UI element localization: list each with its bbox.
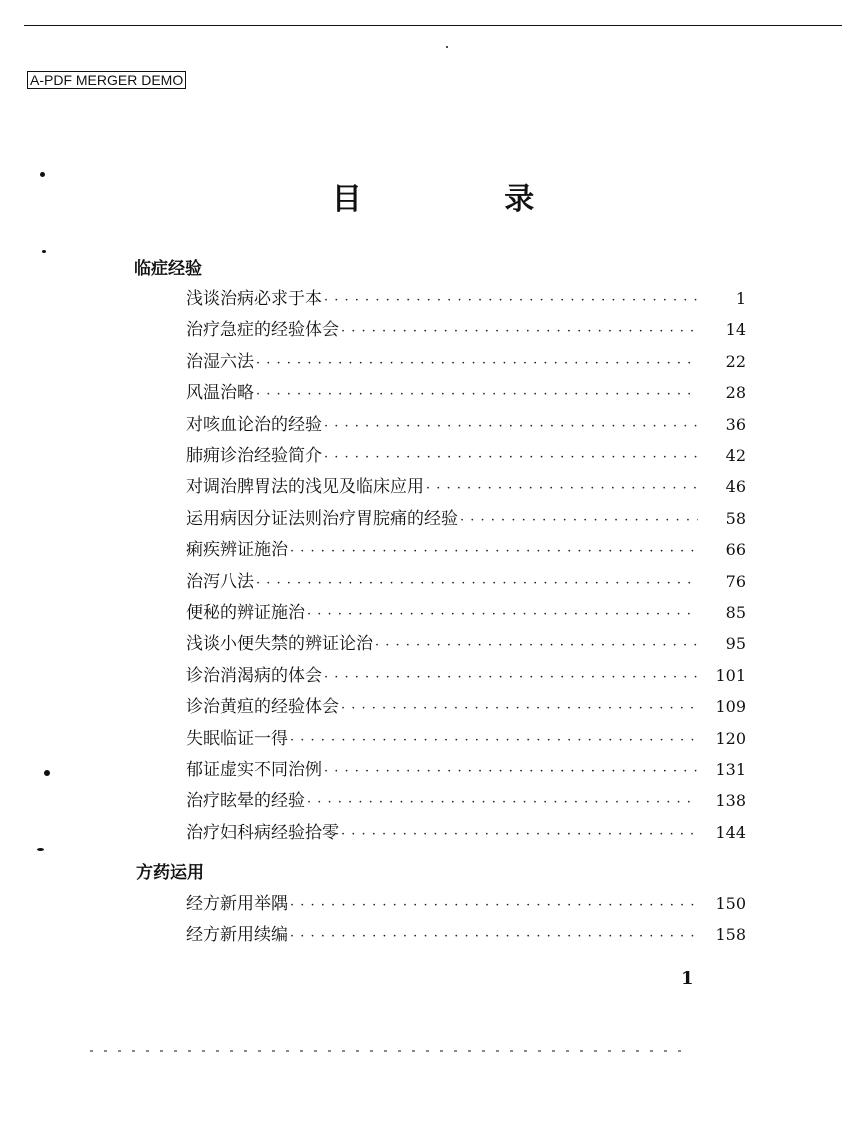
toc-entry-title: 失眠临证一得: [186, 729, 288, 749]
toc-entry-page: 76: [725, 572, 746, 591]
toc-entry-page: 95: [725, 634, 746, 653]
scan-speck: [446, 46, 448, 48]
toc-entry: [186, 287, 746, 311]
toc-dot-leader: [290, 894, 698, 918]
toc-entry: [186, 789, 746, 813]
toc-entry-page: 58: [725, 509, 746, 528]
section-heading-formulas: 方药运用: [136, 863, 204, 883]
toc-entry-page: 120: [715, 729, 746, 748]
toc-entry-title: 运用病因分证法则治疗胃脘痛的经验: [186, 509, 458, 529]
toc-entry: [186, 538, 746, 562]
page-title: 目 录: [331, 182, 601, 217]
toc-entry-title: 治疗急症的经验体会: [186, 320, 339, 340]
toc-dot-leader: [341, 697, 698, 721]
toc-dot-leader: [256, 352, 698, 376]
toc-entry: [186, 507, 746, 531]
toc-dot-leader: [307, 791, 698, 815]
toc-entry: [186, 664, 746, 688]
page-number: 1: [681, 968, 694, 989]
watermark-label: A-PDF MERGER DEMO: [27, 71, 186, 89]
toc-dot-leader: [290, 925, 698, 949]
toc-entry-page: 138: [715, 791, 746, 810]
toc-entry-title: 治疗眩晕的经验: [186, 791, 305, 811]
toc-entry-page: 158: [715, 925, 746, 944]
toc-dot-leader: [324, 666, 698, 690]
toc-entry-page: 14: [725, 320, 746, 339]
toc-entry-page: 131: [715, 760, 746, 779]
toc-entry-title: 经方新用续编: [186, 925, 288, 945]
toc-dot-leader: [256, 572, 698, 596]
toc-entry-title: 诊治消渴病的体会: [186, 666, 322, 686]
scan-speck: [40, 172, 45, 177]
toc-entry: [186, 695, 746, 719]
toc-entry: [186, 892, 746, 916]
toc-entry: [186, 821, 746, 845]
toc-entry-title: 对调治脾胃法的浅见及临床应用: [186, 477, 424, 497]
toc-dot-leader: [256, 383, 698, 407]
toc-entry: [186, 632, 746, 656]
toc-entry-title: 便秘的辨证施治: [186, 603, 305, 623]
scan-speck: [44, 770, 50, 776]
toc-entry-title: 风温治略: [186, 383, 254, 403]
toc-entry: [186, 727, 746, 751]
toc-entry-page: 42: [725, 446, 746, 465]
toc-entry: [186, 758, 746, 782]
scan-noise-line: [90, 1050, 690, 1052]
toc-entry-title: 浅谈小便失禁的辨证论治: [186, 634, 373, 654]
toc-entry-title: 对咳血论治的经验: [186, 415, 322, 435]
toc-entry-page: 85: [725, 603, 746, 622]
toc-entry-page: 1: [735, 289, 746, 308]
top-rule: [24, 25, 842, 26]
toc-entry: [186, 570, 746, 594]
toc-entry-page: 101: [715, 666, 746, 685]
toc-entry-title: 治泻八法: [186, 572, 254, 592]
toc-entry-title: 浅谈治病必求于本: [186, 289, 322, 309]
toc-entry-title: 经方新用举隅: [186, 894, 288, 914]
toc-entry: [186, 350, 746, 374]
toc-dot-leader: [460, 509, 698, 533]
toc-entry-title: 治疗妇科病经验拾零: [186, 823, 339, 843]
toc-entry: [186, 923, 746, 947]
toc-entry-page: 28: [725, 383, 746, 402]
toc-entry-page: 150: [715, 894, 746, 913]
scan-speck: [37, 848, 44, 851]
toc-entry: [186, 475, 746, 499]
toc-dot-leader: [341, 320, 698, 344]
toc-entry-title: 诊治黄疸的经验体会: [186, 697, 339, 717]
section-heading-clinical: 临症经验: [134, 259, 202, 279]
toc-entry-page: 22: [725, 352, 746, 371]
toc-entry-page: 36: [725, 415, 746, 434]
toc-dot-leader: [426, 477, 698, 501]
toc-dot-leader: [324, 760, 698, 784]
toc-dot-leader: [324, 415, 698, 439]
toc-entry: [186, 318, 746, 342]
toc-entry-page: 109: [715, 697, 746, 716]
toc-entry-page: 66: [725, 540, 746, 559]
scan-speck: [42, 250, 46, 253]
toc-entry-page: 144: [715, 823, 746, 842]
toc-dot-leader: [324, 289, 698, 313]
toc-entry: [186, 413, 746, 437]
toc-dot-leader: [341, 823, 698, 847]
toc-entry-title: 郁证虚实不同治例: [186, 760, 322, 780]
toc-dot-leader: [307, 603, 698, 627]
toc-dot-leader: [324, 446, 698, 470]
toc-dot-leader: [290, 729, 698, 753]
toc-dot-leader: [375, 634, 698, 658]
toc-entry-title: 痢疾辨证施治: [186, 540, 288, 560]
toc-entry-title: 治湿六法: [186, 352, 254, 372]
toc-entry: [186, 444, 746, 468]
toc-entry: [186, 381, 746, 405]
toc-dot-leader: [290, 540, 698, 564]
toc-entry: [186, 601, 746, 625]
toc-entry-page: 46: [725, 477, 746, 496]
toc-entry-title: 肺痈诊治经验简介: [186, 446, 322, 466]
